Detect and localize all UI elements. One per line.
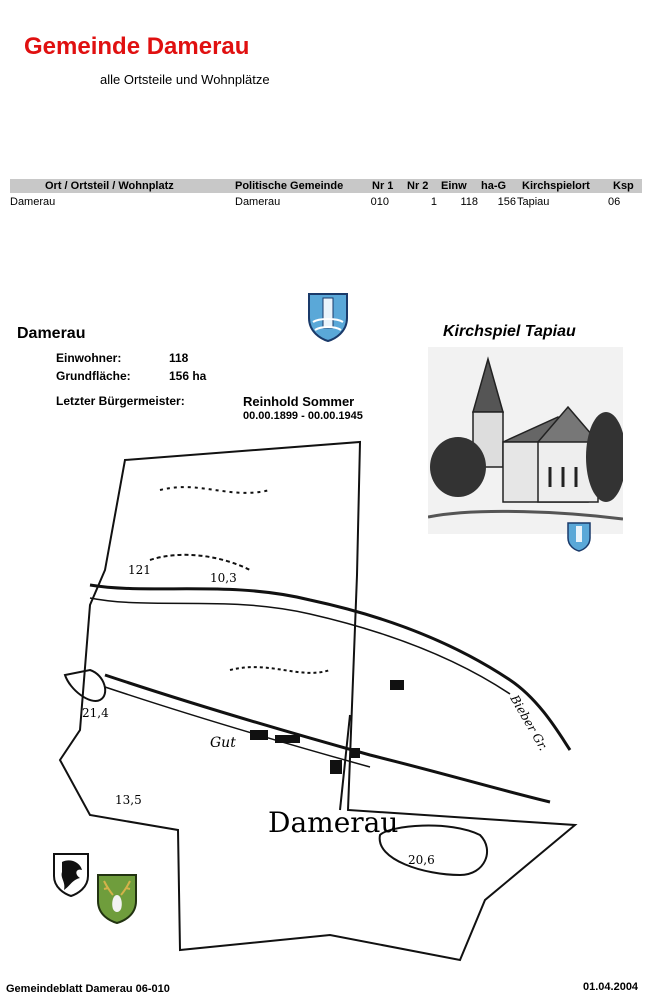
map-elevation-5: 20,6 [408, 853, 435, 867]
footer-date: 01.04.2004 [583, 981, 639, 993]
map-label-river: Bieber Gr. [507, 692, 551, 754]
church-caption: Kirchspiel Tapiau [443, 323, 576, 340]
cell-gemeinde: Damerau [235, 196, 281, 208]
coat-of-arms-small-icon [567, 522, 591, 552]
page-subtitle: alle Ortsteile und Wohnplätze [100, 72, 270, 87]
map-label-gut: Gut [210, 735, 236, 751]
map-elevation-1: 121 [128, 563, 151, 577]
einwohner-label: Einwohner: [56, 351, 122, 365]
stag-crest-icon [96, 873, 138, 925]
col-gemeinde: Politische Gemeinde [235, 180, 344, 192]
flaeche-label: Grundfläche: [56, 369, 131, 383]
einwohner-value: 118 [169, 351, 189, 365]
cell-kirchspielort: Tapiau [517, 196, 550, 208]
cell-nr1: 010 [370, 196, 389, 208]
cell-nr2: 1 [430, 196, 437, 208]
buergermeister-period: 00.00.1899 - 00.00.1945 [243, 410, 363, 422]
col-ksp: Ksp [613, 180, 634, 192]
cell-hag: 156 [497, 196, 516, 208]
col-kirchspielort: Kirchspielort [522, 180, 590, 192]
col-nr2: Nr 2 [407, 180, 429, 192]
map-label-town: Damerau [268, 806, 399, 839]
col-einw: Einw [441, 180, 467, 192]
place-name: Damerau [17, 325, 86, 342]
footer-sheet-id: Gemeindeblatt Damerau 06-010 [6, 983, 170, 995]
coat-of-arms-icon [307, 292, 349, 342]
table-header [10, 179, 642, 193]
cell-ort: Damerau [10, 196, 56, 208]
map-elevation-4: 13,5 [115, 793, 142, 807]
col-nr1: Nr 1 [372, 180, 394, 192]
cell-einw: 118 [460, 196, 478, 208]
map-elevation-2: 10,3 [210, 571, 237, 585]
cell-ksp: 06 [608, 196, 621, 208]
church-image [428, 347, 623, 534]
eagle-crest-icon [52, 852, 90, 898]
col-hag: ha-G [481, 180, 507, 192]
flaeche-value: 156 ha [169, 369, 207, 383]
page-title: Gemeinde Damerau [24, 33, 250, 60]
col-ort: Ort / Ortsteil / Wohnplatz [45, 180, 174, 192]
buergermeister-name: Reinhold Sommer [243, 394, 355, 409]
buergermeister-label: Letzter Bürgermeister: [56, 394, 185, 408]
map-elevation-3: 21,4 [82, 706, 109, 720]
